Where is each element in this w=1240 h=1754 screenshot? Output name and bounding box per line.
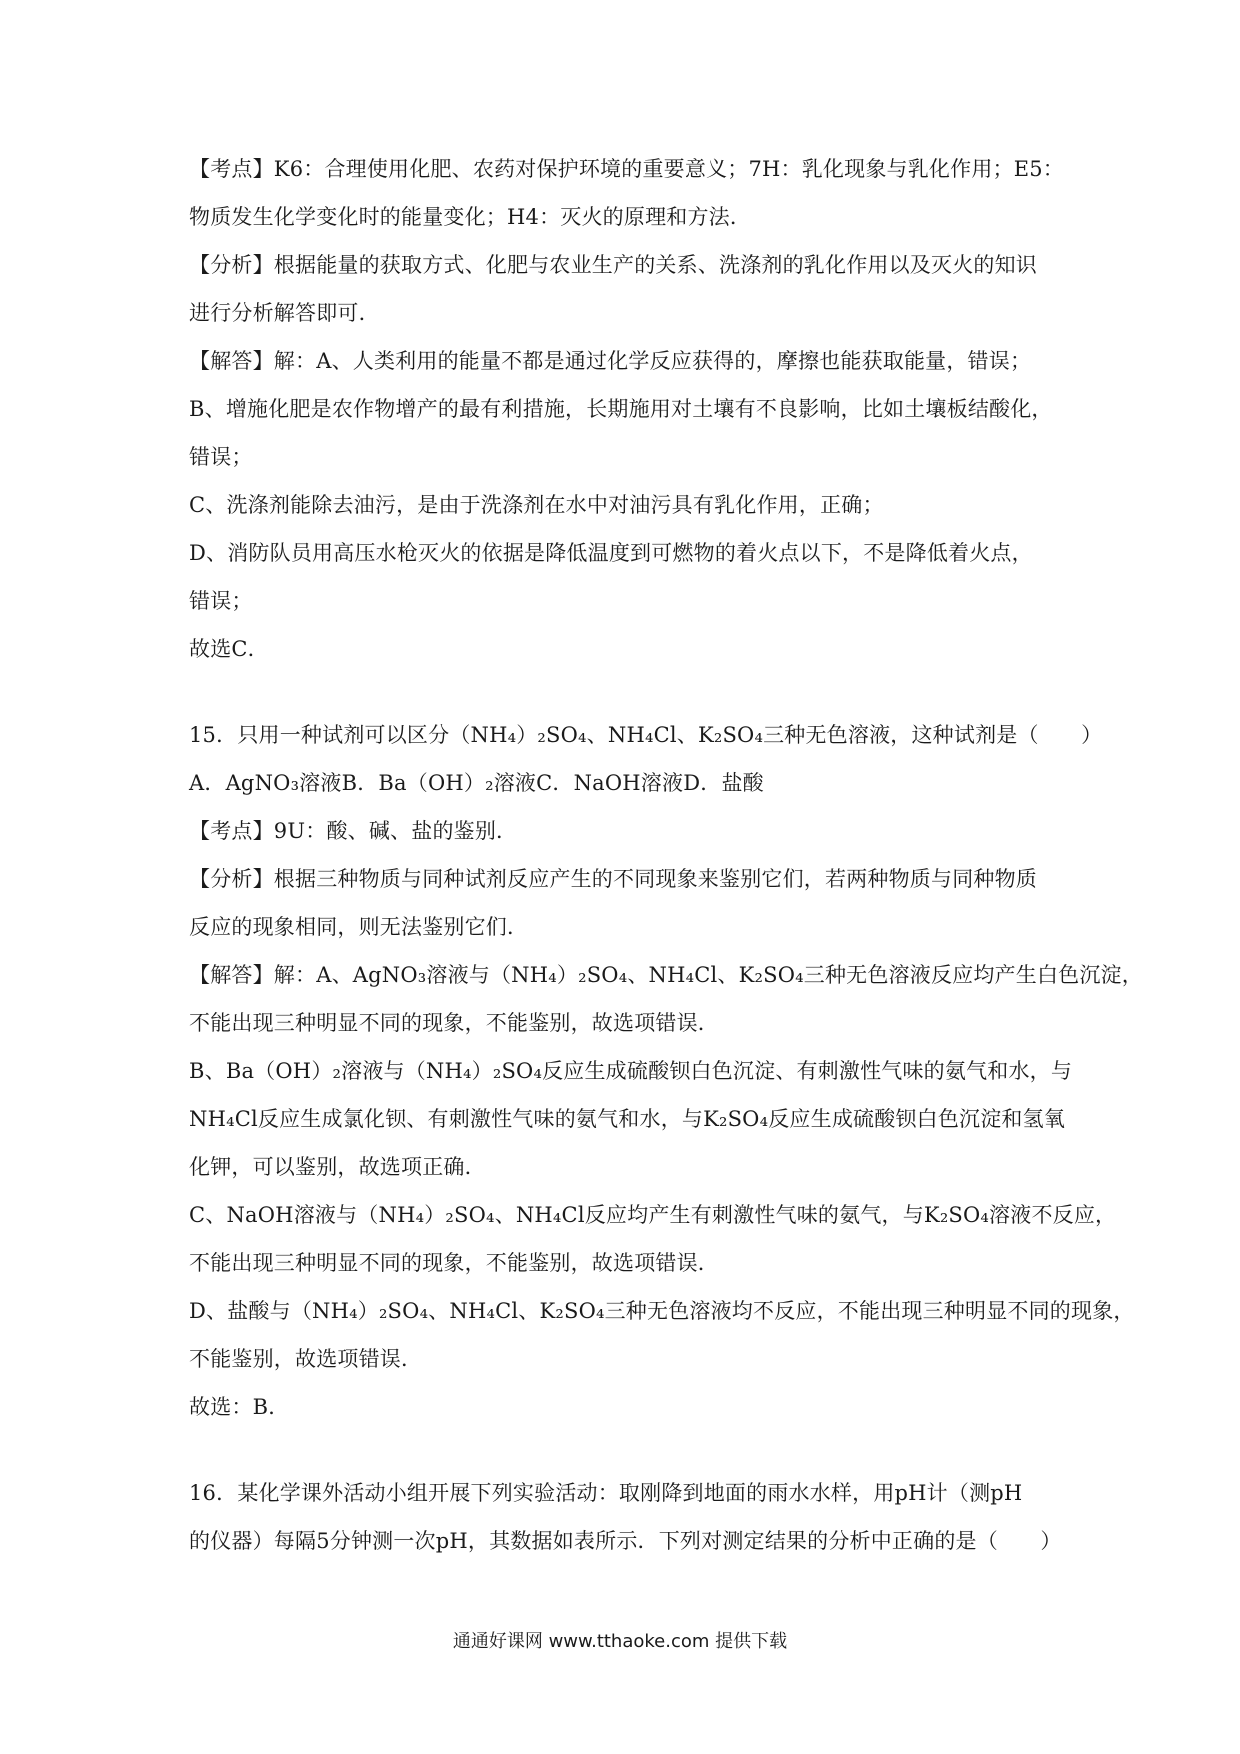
text-line: 故选C．	[189, 637, 269, 661]
text-line: 的仪器）每隔5分钟测一次pH，其数据如表所示．下列对测定结果的分析中正确的是（ ）	[189, 1529, 1062, 1553]
text-line: 化钾，可以鉴别，故选项正确．	[189, 1155, 486, 1179]
text-line: 错误；	[189, 589, 253, 613]
page-footer: 通通好课网 www.tthaoke.com 提供下载	[452, 1631, 788, 1652]
text-line: 【考点】9U：酸、碱、盐的鉴别．	[189, 819, 518, 843]
text-line: 进行分析解答即可．	[189, 301, 380, 325]
text-line: 【分析】根据能量的获取方式、化肥与农业生产的关系、洗涤剂的乳化作用以及灭火的知识	[189, 253, 1037, 277]
text-line: 【分析】根据三种物质与同种试剂反应产生的不同现象来鉴别它们，若两种物质与同种物质	[189, 867, 1037, 891]
text-line: B、增施化肥是农作物增产的最有利措施，长期施用对土壤有不良影响，比如土壤板结酸化，	[189, 397, 1053, 421]
text-line: 【解答】解：A、AgNO₃溶液与（NH₄）₂SO₄、NH₄Cl、K₂SO₄三种无色溶液反应均产生白色沉淀，	[189, 963, 1143, 987]
paragraph-gap	[189, 1441, 1069, 1479]
text-line: D、消防队员用高压水枪灭火的依据是降低温度到可燃物的着火点以下，不是降低着火点，	[189, 541, 1033, 565]
text-line: 不能出现三种明显不同的现象，不能鉴别，故选项错误．	[189, 1251, 719, 1275]
text-line: 反应的现象相同，则无法鉴别它们．	[189, 915, 529, 939]
text-line: 不能鉴别，故选项错误．	[189, 1347, 423, 1371]
text-line: 16．某化学课外活动小组开展下列实验活动：取刚降到地面的雨水水样，用pH计（测pH	[189, 1481, 1023, 1505]
text-line: C、NaOH溶液与（NH₄）₂SO₄、NH₄Cl反应均产生有刺激性气味的氨气，与K₂SO₄溶液不反应，	[189, 1203, 1117, 1227]
document-body	[189, 155, 1143, 1575]
text-line: 【解答】解：A、人类利用的能量不都是通过化学反应获得的，摩擦也能获取能量，错误；	[189, 349, 1032, 373]
text-line: B、Ba（OH）₂溶液与（NH₄）₂SO₄反应生成硫酸钡白色沉淀、有刺激性气味的氨气和水，与	[189, 1059, 1073, 1083]
text-line: 【考点】K6：合理使用化肥、农药对保护环境的重要意义；7H：乳化现象与乳化作用；E5：	[189, 157, 1065, 181]
text-line: D、盐酸与（NH₄）₂SO₄、NH₄Cl、K₂SO₄三种无色溶液均不反应，不能出现三种明显不同的现象，	[189, 1299, 1135, 1323]
text-line: 物质发生化学变化时的能量变化；H4：灭火的原理和方法．	[189, 205, 752, 229]
text-line: A．AgNO₃溶液B．Ba（OH）₂溶液C．NaOH溶液D．盐酸	[189, 771, 764, 795]
text-line: C、洗涤剂能除去油污，是由于洗涤剂在水中对油污具有乳化作用，正确；	[189, 493, 884, 517]
text-line: NH₄Cl反应生成氯化钡、有刺激性气味的氨气和水，与K₂SO₄反应生成硫酸钡白色沉淀和氢氧	[189, 1107, 1066, 1131]
text-line: 故选：B．	[189, 1395, 290, 1419]
paragraph-gap	[189, 683, 1069, 721]
text-line: 不能出现三种明显不同的现象，不能鉴别，故选项错误．	[189, 1011, 719, 1035]
text-line: 15．只用一种试剂可以区分（NH₄）₂SO₄、NH₄Cl、K₂SO₄三种无色溶液，这种试剂是（ ）	[189, 723, 1103, 747]
text-line: 错误；	[189, 445, 253, 469]
